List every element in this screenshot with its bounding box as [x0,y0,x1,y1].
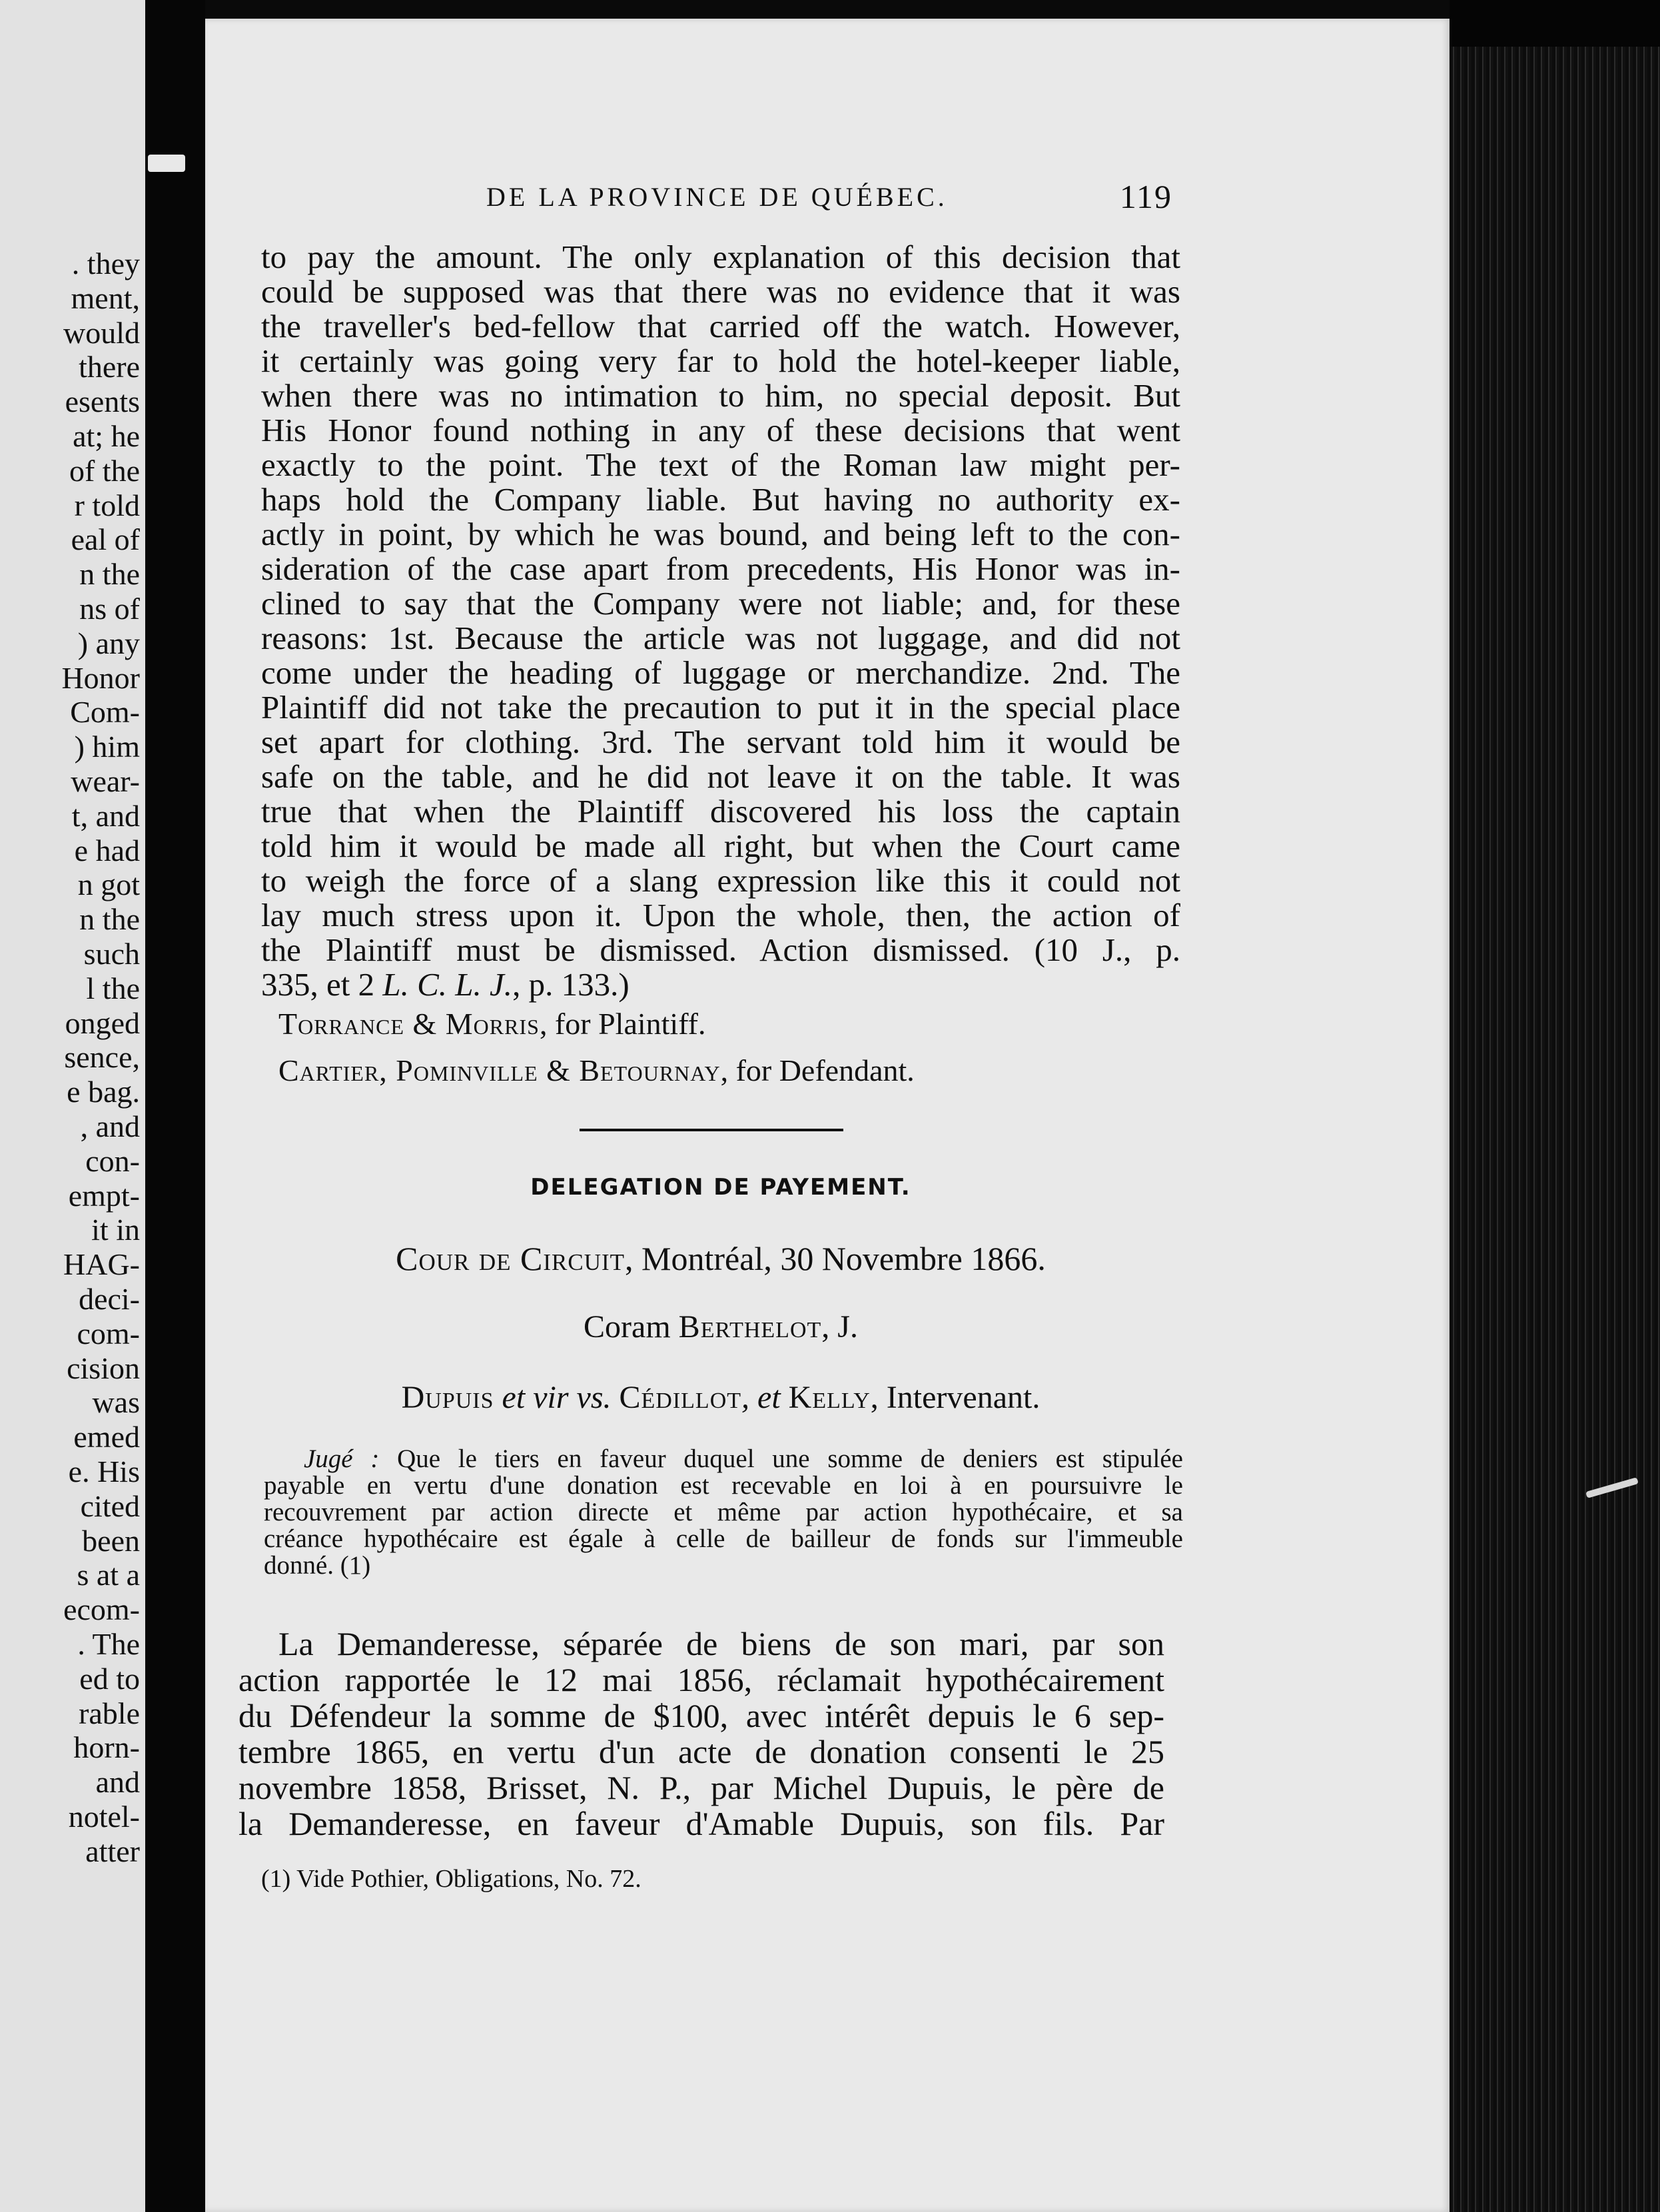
left-page-fragment: ment, [71,280,140,315]
left-page-fragment: eal of [71,522,140,557]
text-line: donné. (1) [264,1551,371,1580]
body-line: 335, et 2 L. C. L. J., p. 133.) [261,966,629,1003]
left-page-fragment: s at a [77,1558,140,1592]
text-line: could be supposed was that there was no evidence that it was [261,273,1180,310]
text-line: lay much stress upon it. Upon the whole, then, the action of [261,897,1180,933]
text-line: safe on the table, and he did not leave it on the table. It was [261,758,1180,795]
gutter-mark [148,155,185,172]
left-page-fragment: con- [85,1143,140,1178]
left-page-fragment: deci- [79,1282,140,1316]
left-page-fragment: ed to [79,1661,140,1696]
text-line: la Demanderesse, en faveur d'Amable Dupuis, son fils. Par [238,1805,1164,1842]
left-page-fragment: onged [65,1005,140,1040]
left-page-fragment: at; he [73,419,140,453]
left-page-fragment: rable [79,1696,140,1730]
left-page-fragment: n the [79,902,140,937]
text-line: told him it would be made all right, but when the Court came [261,828,1180,864]
body-paragraph [261,240,1180,1002]
left-page-fragment: n got [77,867,140,902]
left-page-fragment: cited [80,1488,140,1523]
footnote: (1) Vide Pothier, Obligations, No. 72. [261,1865,641,1893]
text-line: set apart for clothing. 3rd. The servant told him it would be [261,724,1180,760]
text-line: Plaintiff did not take the precaution to put it in the special place [261,689,1180,726]
left-page-fragment: empt- [68,1178,140,1213]
text-line: clined to say that the Company were not liable; and, for these [261,585,1180,622]
left-page-fragment: was [92,1385,140,1420]
text-line: it certainly was going very far to hold the hotel-keeper liable, [261,342,1180,379]
text-line: créance hypothécaire est égale à celle de bailleur de fonds sur l'immeuble [264,1524,1183,1553]
text-line: when there was no intimation to him, no special deposit. But [261,377,1180,414]
book-gutter [145,0,205,2212]
text-line: the Plaintiff must be dismissed. Action dismissed. (10 J., p. [261,931,1180,968]
left-page-fragment: Com- [70,695,140,730]
left-page-fragment: e had [74,833,140,867]
left-page-fragment: n the [79,557,140,592]
text-line: du Défendeur la somme de $100, avec intérêt depuis le 6 sep- [238,1697,1164,1734]
left-page-fragment: esents [65,384,140,419]
left-page-fragment: there [79,350,140,384]
text-line: true that when the Plaintiff discovered his loss the captain [261,793,1180,830]
text-line: the traveller's bed-fellow that carried off the watch. However, [261,308,1180,344]
text-line: recouvrement par action directe et même par action hypothécaire, et sa [264,1498,1183,1526]
left-page-fragment: sence, [64,1040,140,1075]
narrative-paragraph [238,1626,1164,1842]
plaintiff-counsel: Torrance & Morris, for Plaintiff. [278,1007,706,1041]
left-page-fragment: ) him [74,730,140,764]
left-page-fragment: e. His [68,1454,140,1488]
page-number: 119 [1119,178,1172,215]
left-page-fragment: horn- [73,1730,140,1765]
left-page-fragment: ns of [79,592,140,626]
left-page-fragment: Honor [61,660,140,695]
parties-line: Dupuis et vir vs. Cédillot, et Kelly, Intervenant. [401,1380,1040,1415]
running-header [286,178,1172,221]
left-page-fragment: wear- [71,764,140,798]
left-facing-page [0,0,149,2212]
headnote [264,1446,1183,1579]
left-page-fragment: and [95,1765,140,1800]
left-page-fragment: r told [74,488,140,522]
left-page-fragment: it in [91,1213,140,1247]
left-page-fragment: t, and [71,798,140,833]
text-line: reasons: 1st. Because the article was not luggage, and did not [261,620,1180,656]
text-line: novembre 1858, Brisset, N. P., par Michel Dupuis, le père de [238,1769,1164,1806]
reporter-citation: L. C. L. J. [382,966,513,1003]
defendant-counsel: Cartier, Pominville & Betournay, for Defendant. [278,1053,915,1087]
court-line: Cour de Circuit, Montréal, 30 Novembre 1866. [396,1240,1046,1277]
left-page-fragment: . The [77,1627,140,1661]
text-line: to weigh the force of a slang expression like this it could not [261,862,1180,899]
left-page-fragment: of the [69,453,140,488]
left-page-fragment: HAG- [63,1247,140,1282]
left-page-fragment: e bag. [67,1075,140,1109]
left-page-fragment: would [63,315,140,350]
page-stack-edge [1450,47,1660,2212]
left-page-fragment: cision [67,1351,140,1385]
left-page-fragment: such [83,937,140,971]
section-title: DELEGATION DE PAYEMENT. [530,1174,911,1201]
left-page-fragment: com- [77,1316,140,1351]
judge-line: Coram Berthelot, J. [584,1309,858,1345]
text-line: actly in point, by which he was bound, and being left to the con- [261,516,1180,552]
left-page-fragment: ecom- [63,1592,140,1627]
text-line: action rapportée le 12 mai 1856, réclamait hypothécairement [238,1661,1164,1698]
text-line: His Honor found nothing in any of these decisions that went [261,412,1180,448]
left-page-fragment: l the [86,971,140,1005]
text-line: payable en vertu d'une donation est recevable en loi à en poursuivre le [264,1471,1183,1500]
left-page-fragment: . they [71,247,140,280]
left-page-fragment: been [82,1523,140,1558]
left-page-fragment: atter [85,1834,140,1868]
section-divider [580,1129,843,1131]
running-title: DE LA PROVINCE DE QUÉBEC. [486,182,948,212]
left-page-fragment: , and [80,1109,140,1143]
left-page-fragment: ) any [77,626,140,660]
text-line: come under the heading of luggage or merchandize. 2nd. The [261,654,1180,691]
page-stack-top [1450,0,1660,47]
text-line: tembre 1865, en vertu d'un acte de donation consenti le 25 [238,1733,1164,1770]
text-line: to pay the amount. The only explanation of this decision that [261,239,1180,275]
text-line: haps hold the Company liable. But having no authority ex- [261,481,1180,518]
headnote-label: Jugé : [304,1444,380,1473]
text-line: La Demanderesse, séparée de biens de son mari, par son [278,1625,1164,1662]
headnote-line: Jugé : Que le tiers en faveur duquel une somme de deniers est stipulée [304,1444,1183,1473]
left-page-fragment: emed [73,1420,140,1454]
left-page-fragment: notel- [68,1800,140,1834]
text-line: exactly to the point. The text of the Roman law might per- [261,446,1180,483]
text-line: sideration of the case apart from precedents, His Honor was in- [261,550,1180,587]
